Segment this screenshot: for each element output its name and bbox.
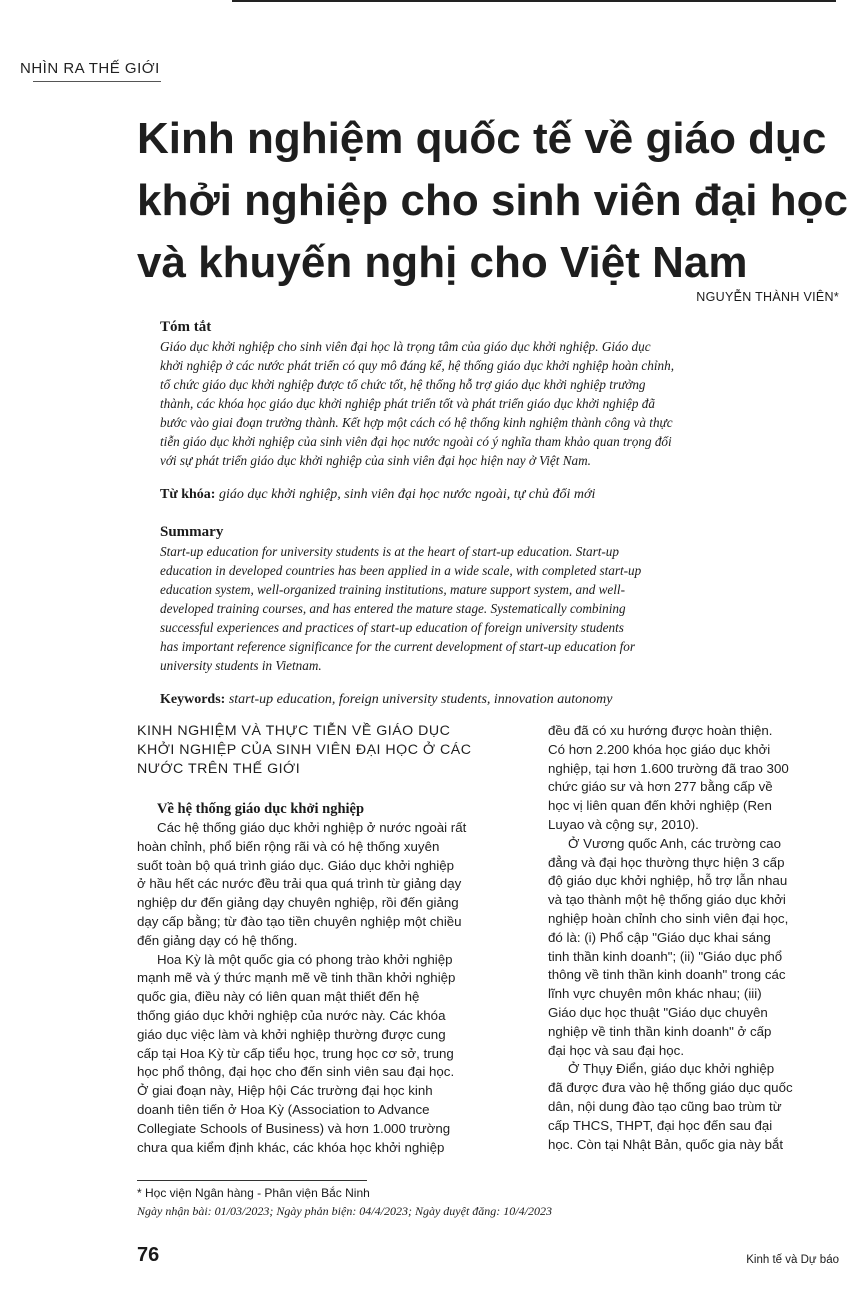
subsection-heading: Về hệ thống giáo dục khởi nghiệp — [157, 801, 365, 817]
body-paragraph — [548, 1060, 843, 1154]
footnote — [137, 1184, 837, 1220]
text-line: developed training courses, and has entered the mature stage. Systematically combining — [160, 601, 626, 616]
abstract-en — [160, 523, 818, 675]
right-column — [548, 722, 843, 1154]
section-underline — [33, 81, 161, 82]
title-line: Kinh nghiệm quốc tế về giáo dục — [137, 114, 827, 163]
text-line: Có hơn 2.200 khóa học giáo dục khởi — [548, 741, 771, 757]
text-line: dân, nội dung đào tạo cũng bao trùm từ — [548, 1098, 782, 1114]
text-line: Hoa Kỳ là một quốc gia có phong trào khởi nghiệp — [157, 951, 453, 967]
text-line: cấp THCS, THPT, đại học đến sau đại — [548, 1117, 773, 1133]
text-line: cấp tại Hoa Kỳ từ cấp tiểu học, trung học cơ sở, trung — [137, 1045, 454, 1061]
text-line: tiễn giáo dục khởi nghiệp của sinh viên đại học nước ngoài có ý nghĩa tham khảo quan trọng đối — [160, 434, 672, 449]
text-line: đại học và sau đại học. — [548, 1042, 685, 1058]
text-line: education in developed countries has been applied in a wide scale, with completed start-up — [160, 563, 642, 578]
keywords-vi-label: Từ khóa: — [160, 487, 216, 502]
text-line: chưa qua kiểm định khác, các khóa học khởi nghiệp — [137, 1139, 445, 1155]
text-line: nghiệp, tại hơn 1.600 trường đã trao 300 — [548, 760, 789, 776]
text-line: Giáo dục học thuật "Giáo dục chuyên — [548, 1004, 768, 1020]
text-line: Ở Thụy Điển, giáo dục khởi nghiệp — [568, 1061, 775, 1077]
text-line: Giáo dục khởi nghiệp cho sinh viên đại học là trọng tâm của giáo dục khởi nghiệp. Giáo dục — [160, 339, 651, 354]
text-line: has important reference significance for the current development of start-up education for — [160, 639, 636, 654]
text-line: Luyao và cộng sự, 2010). — [548, 816, 699, 832]
text-line: khởi nghiệp ở các nước phát triển có quy mô đáng kể, hệ thống giáo dục khởi nghiệp hoàn chỉnh, — [160, 358, 675, 373]
page-number: 76 — [137, 1244, 160, 1266]
body-paragraph — [548, 835, 843, 1061]
footnote-affiliation: * Học viện Ngân hàng - Phân viện Bắc Ninh — [137, 1186, 370, 1200]
title-line: khởi nghiệp cho sinh viên đại học — [137, 176, 848, 225]
text-line: độ giáo dục khởi nghiệp, hỗ trợ lẫn nhau — [548, 873, 788, 889]
text-line: quốc gia, điều này có liên quan mật thiết đến hệ — [137, 989, 420, 1005]
text-line: thông về tinh thần kinh doanh" trong các — [548, 967, 786, 983]
text-line: đó là: (i) Phổ cập "Giáo dục khai sáng — [548, 929, 771, 945]
text-line: nghiệp dư đến giảng dạy chuyên nghiệp, rồi đến giảng — [137, 895, 459, 911]
text-line: nghiệp hoàn chỉnh cho sinh viên đại học, — [548, 910, 789, 926]
text-line: ở hầu hết các nước đều trải qua quá trình từ giảng dạy — [137, 876, 462, 892]
text-line: suốt toàn bộ quá trình giáo dục. Giáo dục khởi nghiệp — [137, 857, 454, 873]
text-line: tổ chức giáo dục khởi nghiệp được tổ chức tốt, hệ thống hỗ trợ giáo dục khởi nghiệp trưởng — [160, 377, 646, 392]
article-title — [137, 108, 857, 294]
keywords-en-label: Keywords: — [160, 692, 226, 707]
text-line: học. Còn tại Nhật Bản, quốc gia này bắt — [548, 1136, 784, 1152]
heading-line: KHỞI NGHIỆP CỦA SINH VIÊN ĐẠI HỌC Ở CÁC — [137, 742, 472, 758]
heading-line: NƯỚC TRÊN THẾ GIỚI — [137, 761, 301, 777]
text-line: và tạo thành một hệ thống giáo dục khởi — [548, 892, 786, 908]
text-line: dạy cấp bằng; từ đào tạo tiền chuyên nghiệp một chiều — [137, 913, 462, 929]
abstract-vi-heading: Tóm tắt — [160, 319, 212, 335]
text-line: học vị liên quan đến khởi nghiệp (Ren — [548, 798, 772, 814]
text-line: chức giáo sư và hơn 277 bằng cấp về — [548, 779, 773, 795]
journal-name: Kinh tế và Dự báo — [746, 1254, 839, 1266]
text-line: đều đã có xu hướng được hoàn thiện. — [548, 723, 773, 738]
text-line: tinh thần kinh doanh"; (ii) "Giáo dục phổ — [548, 948, 783, 964]
body-paragraph — [137, 819, 529, 951]
top-rule — [232, 0, 836, 2]
author-name: NGUYỄN THÀNH VIÊN* — [696, 290, 839, 304]
text-line: Ở giai đoạn này, Hiệp hội Các trường đại học kinh — [137, 1083, 433, 1099]
section-heading — [137, 722, 529, 779]
text-line: lĩnh vực chuyên môn khác nhau; (iii) — [548, 986, 762, 1002]
text-line: Ở Vương quốc Anh, các trường cao — [568, 835, 781, 851]
footnote-dates: Ngày nhận bài: 01/03/2023; Ngày phản biện: 04/4/2023; Ngày duyệt đăng: 10/4/2023 — [137, 1204, 552, 1218]
text-line: mạnh mẽ và ý thức mạnh mẽ về tinh thần khởi nghiệp — [137, 970, 456, 986]
text-line: đến giảng dạy có hệ thống. — [137, 932, 298, 948]
text-line: thống giáo dục khởi nghiệp của nước này. Các khóa — [137, 1007, 446, 1023]
body-paragraph — [137, 951, 529, 1158]
text-line: hoàn chỉnh, phổ biến rộng rãi và có hệ thống xuyên — [137, 838, 440, 854]
text-line: university students in Vietnam. — [160, 658, 322, 673]
text-line: bước vào giai đoạn trưởng thành. Kết hợp một cách có hệ thống kinh nghiệm thành công và thực — [160, 415, 673, 430]
text-line: học phổ thông, đại học cho đến sinh viên sau đại học. — [137, 1064, 455, 1080]
abstract-vi — [160, 318, 818, 470]
abstract-en-text — [160, 542, 818, 675]
text-line: education system, well-organized training institutions, mature support system, and well- — [160, 582, 625, 597]
text-line: giáo dục việc làm và khởi nghiệp thường được cung — [137, 1026, 446, 1042]
footnote-rule — [137, 1180, 367, 1181]
text-line: Start-up education for university students is at the heart of start-up education. Start-up — [160, 544, 619, 559]
body-paragraph — [548, 722, 843, 835]
text-line: thành, các khóa học giáo dục khởi nghiệp phát triển tốt và phát triển giáo dục khởi nghiệp đã — [160, 396, 655, 411]
abstract-en-heading: Summary — [160, 524, 224, 540]
keywords-vi-text: giáo dục khởi nghiệp, sinh viên đại học nước ngoài, tự chủ đổi mới — [218, 487, 596, 502]
text-line: nghiệp về tinh thần kinh doanh" ở cấp — [548, 1023, 772, 1039]
text-line: đẳng và đại học thường thực hiện 3 cấp — [548, 854, 785, 870]
text-line: doanh tiên tiến ở Hoa Kỳ (Association to Advance — [137, 1101, 430, 1117]
keywords-vi — [160, 485, 818, 504]
text-line: Các hệ thống giáo dục khởi nghiệp ở nước ngoài rất — [157, 820, 467, 835]
heading-line: KINH NGHIỆM VÀ THỰC TIỄN VỀ GIÁO DỤC — [137, 723, 451, 739]
text-line: Collegiate Schools of Business) và hơn 1.000 trường — [137, 1120, 451, 1136]
text-line: successful experiences and practices of start-up education of foreign university students — [160, 620, 624, 635]
keywords-en — [160, 690, 818, 709]
left-column — [137, 722, 529, 1157]
section-label: NHÌN RA THẾ GIỚI — [20, 60, 160, 77]
keywords-en-text: start-up education, foreign university students, innovation autonomy — [228, 692, 613, 707]
text-line: với sự phát triển giáo dục khởi nghiệp của sinh viên đại học hiện nay ở Việt Nam. — [160, 453, 591, 468]
text-line: đã được đưa vào hệ thống giáo dục quốc — [548, 1080, 793, 1096]
abstract-vi-text — [160, 337, 818, 470]
title-line: và khuyến nghị cho Việt Nam — [137, 238, 748, 287]
